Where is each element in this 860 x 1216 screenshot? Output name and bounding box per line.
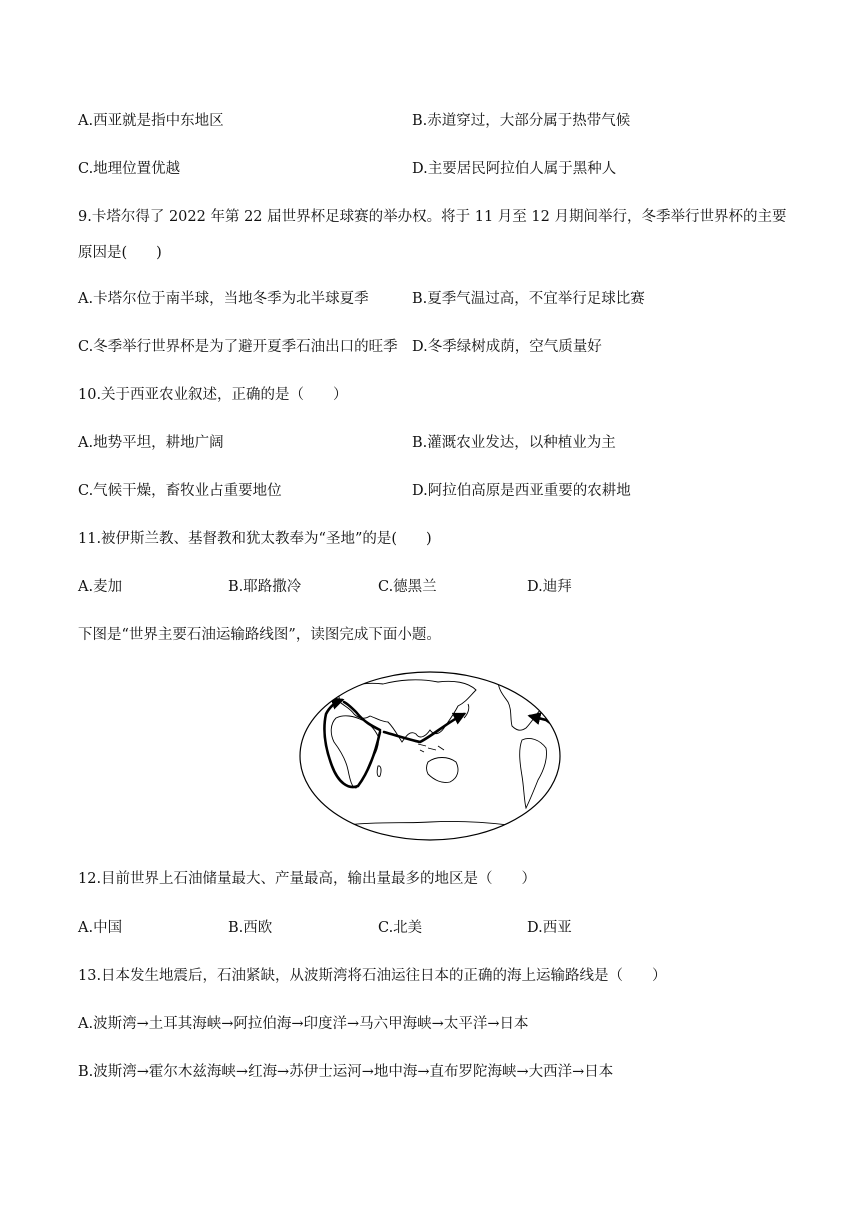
- q8-option-c: C.地理位置优越: [78, 161, 181, 177]
- q10-option-a: A.地势平坦，耕地广阔: [78, 435, 224, 451]
- q13-option-b: B.波斯湾→霍尔木兹海峡→红海→苏伊士运河→地中海→直布罗陀海峡→大西洋→日本: [78, 1064, 614, 1080]
- q10-option-d: D.阿拉伯高原是西亚重要的农耕地: [412, 483, 631, 499]
- q12-stem: 12.目前世界上石油储量最大、产量最高，输出量最多的地区是（ ）: [78, 871, 537, 887]
- figure-intro: 下图是“世界主要石油运输路线图”，读图完成下面小题。: [78, 627, 441, 643]
- q11-option-c: C.德黑兰: [378, 579, 437, 595]
- q9-option-c: C.冬季举行世界杯是为了避开夏季石油出口的旺季: [78, 339, 398, 355]
- q11-stem: 11.被伊斯兰教、基督教和犹太教奉为“圣地”的是( ): [78, 531, 432, 547]
- q10-option-b: B.灌溉农业发达，以种植业为主: [412, 435, 616, 451]
- q9-stem-line2: 原因是( ): [78, 245, 162, 261]
- q12-option-d: D.西亚: [527, 920, 572, 936]
- q11-option-a: A.麦加: [78, 579, 123, 595]
- q10-option-c: C.气候干燥，畜牧业占重要地位: [78, 483, 282, 499]
- q11-option-b: B.耶路撒冷: [228, 579, 302, 595]
- q13-option-a: A.波斯湾→土耳其海峡→阿拉伯海→印度洋→马六甲海峡→太平洋→日本: [78, 1016, 529, 1032]
- q8-option-b: B.赤道穿过，大部分属于热带气候: [412, 113, 631, 129]
- q8-option-a: A.西亚就是指中东地区: [78, 113, 224, 129]
- q12-option-c: C.北美: [378, 920, 423, 936]
- q12-option-a: A.中国: [78, 920, 123, 936]
- q12-option-b: B.西欧: [228, 920, 273, 936]
- q9-option-b: B.夏季气温过高，不宜举行足球比赛: [412, 291, 645, 307]
- q9-option-d: D.冬季绿树成荫，空气质量好: [412, 339, 602, 355]
- oil-route-map: [298, 670, 562, 842]
- q9-option-a: A.卡塔尔位于南半球，当地冬季为北半球夏季: [78, 291, 369, 307]
- q10-stem: 10.关于西亚农业叙述，正确的是（ ）: [78, 387, 348, 403]
- q11-option-d: D.迪拜: [527, 579, 572, 595]
- q9-stem-line1: 9.卡塔尔得了 2022 年第 22 届世界杯足球赛的举办权。将于 11 月至 12 月期间举行，冬季举行世界杯的主要: [78, 209, 787, 225]
- q8-option-d: D.主要居民阿拉伯人属于黑种人: [412, 161, 617, 177]
- q13-stem: 13.日本发生地震后，石油紧缺，从波斯湾将石油运往日本的正确的海上运输路线是（ ）: [78, 968, 667, 984]
